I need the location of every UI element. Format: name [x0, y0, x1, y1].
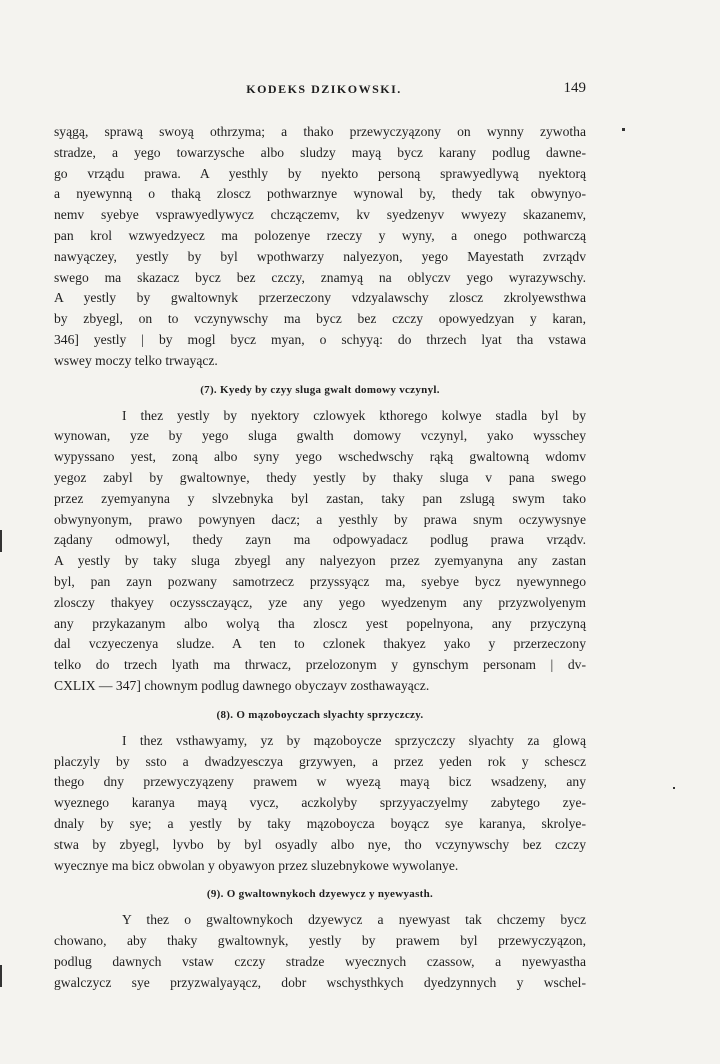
text-line: A yestly by taky sluga zbyegl any nalyezyon przez zyemyanyna any zastan — [54, 553, 586, 569]
section-8-body — [54, 731, 586, 877]
section-heading-9: (9). O gwaltownykoch dzyewycz y nyewyasth. — [206, 888, 434, 901]
binding-edge-mark — [0, 965, 2, 987]
text-line: byl, pan zayn pozwany samotrzecz przyssyącz ma, syebye bycz nyewynnego — [54, 573, 586, 589]
paragraph-1 — [54, 122, 586, 372]
text-line: yegoz zabyl by gwaltownye, thedy yestly by thaky sluga v pana swego — [54, 469, 586, 485]
text-line: wyecznye ma bicz obwolan y obyawyon przez sluzebnykowe wywolanye. — [54, 857, 459, 873]
section-7-body — [54, 406, 586, 697]
text-line: dal vczyeczenya sludze. A ten to czlonek thakyez yako y przerzeczony — [54, 636, 586, 652]
page-number: 149 — [563, 80, 586, 96]
page-body — [54, 122, 586, 993]
page-header — [62, 82, 586, 106]
text-line: wynowan, yze by yego sluga gwalth domowy vczynyl, yako wysschey — [54, 428, 586, 444]
text-line: wyeznego karanya mayą vycz, aczkolyby sprzyyaczyelmy zabytego zye- — [54, 795, 586, 811]
text-line: dnaly by sye; a yestly by taky mązoboycza boyącz sye karanya, skrolye- — [54, 815, 586, 831]
text-line: wypyssano yest, zoną albo syny yego wschedwschy rąką gwaltowną wdomv — [54, 449, 586, 465]
margin-mark — [673, 787, 675, 789]
text-line: zlosczy thakyey oczyssczayącz, yze any yego wyedzenym any przyzwolyenym — [54, 594, 586, 610]
text-line: syągą, sprawą swoyą othrzyma; a thako przewyczyązony on wynny zywotha — [54, 124, 586, 139]
running-title: KODEKS DZIKOWSKI. — [246, 82, 402, 96]
text-line: obwynyonym, prawo powynyen dacz; a yesthly by prawa snym oczywysnye — [54, 511, 586, 527]
text-line: Y thez o gwaltownykoch dzyewycz a nyewyast tak chczemy bycz — [122, 912, 586, 928]
binding-edge-mark — [0, 530, 2, 552]
text-line: stwa by zbyegl, lyvbo by byl osyadly albo nye, tho vczynywschy bez czczy — [54, 836, 586, 852]
text-line: any przykazanym albo wolyą tha zloscz yest popelnyona, any przyczyną — [54, 615, 586, 631]
text-line: go vrządu prawa. A yesthly by nyekto personą sprawyedlywą nyektorą — [54, 165, 586, 181]
text-line: telko do trzech lyath ma thrwacz, przelozonym y gynschym personam | dv- — [54, 657, 586, 673]
margin-mark — [622, 128, 625, 131]
text-line: I thez vsthawyamy, yz by mązoboycze sprzyczczy slyachty za glową — [122, 732, 586, 748]
text-line: ządany odmowyl, thedy zayn ma odpowyadacz podlug prawa vrządv. — [54, 532, 586, 548]
text-line: pan krol wzwyedzyecz ma polozenye rzeczy y wyny, a onego pothwarczą — [54, 227, 586, 243]
section-heading-8: (8). O mązoboyczach slyachty sprzyczczy. — [216, 708, 424, 721]
text-line: thego dny przewyczyązeny prawem w wyezą mayą bicz wsadzeny, any — [54, 774, 586, 790]
text-line: swego ma skazacz bycz bez czczy, znamyą na oblyczv yego wyrazywschy. — [54, 269, 586, 285]
text-line: stradze, a yego towarzysche albo sludzy mayą bycz karany podlug dawne- — [54, 144, 586, 160]
text-line: chowano, aby thaky gwaltownyk, yestly by prawem byl przewyczyązon, — [54, 933, 586, 949]
text-line: by zbyegl, on to vczynywschy ma bycz bez czczy opowyedzyan y karan, — [54, 311, 586, 327]
text-line: placzyly by ssto a dwadzyesczya grzywyen, a przez yeden rok y schescz — [54, 753, 586, 769]
text-line: I thez yestly by nyektory czlowyek kthorego kolwye stadla byl by — [122, 407, 586, 423]
text-line: wswey moczy telko trwayącz. — [54, 352, 218, 368]
text-line: a nyewynną o thaką zloscz pothwarznye wynowal by, thedy tak obwynyo- — [54, 186, 586, 202]
section-9-body — [54, 910, 586, 993]
text-line: podlug dawnych vstaw czczy stradze wyecznych czassow, a nyewyastha — [54, 953, 586, 969]
text-line: CXLIX — 347] chownym podlug dawnego obyczayv zosthawayącz. — [54, 677, 430, 693]
text-line: przez zyemyanyna y slvzebnyka byl zastan, taky pan zslugą swym tako — [54, 490, 586, 506]
text-line: A yestly by gwaltownyk przerzeczony vdzyalawschy zloscz zkrolyewsthwa — [54, 290, 586, 306]
text-line: 346] yestly | by mogl bycz myan, o schyyą: do thrzech lyat tha vstawa — [54, 331, 586, 347]
text-line: nawyączey, yestly by byl wpothwarzy nalyezyon, yego Mayestath zvrządv — [54, 248, 586, 264]
text-line: gwalczycz sye przyzwalyayącz, dobr wschysthkych dyedzynnych y wschel- — [54, 974, 586, 990]
section-heading-7: (7). Kyedy by czyy sluga gwalt domowy vczynyl. — [200, 383, 440, 396]
text-line: nemv syebye vsprawyedlywycz chczączemv, kv syedzenyv wwyezy skazanemv, — [54, 207, 586, 223]
